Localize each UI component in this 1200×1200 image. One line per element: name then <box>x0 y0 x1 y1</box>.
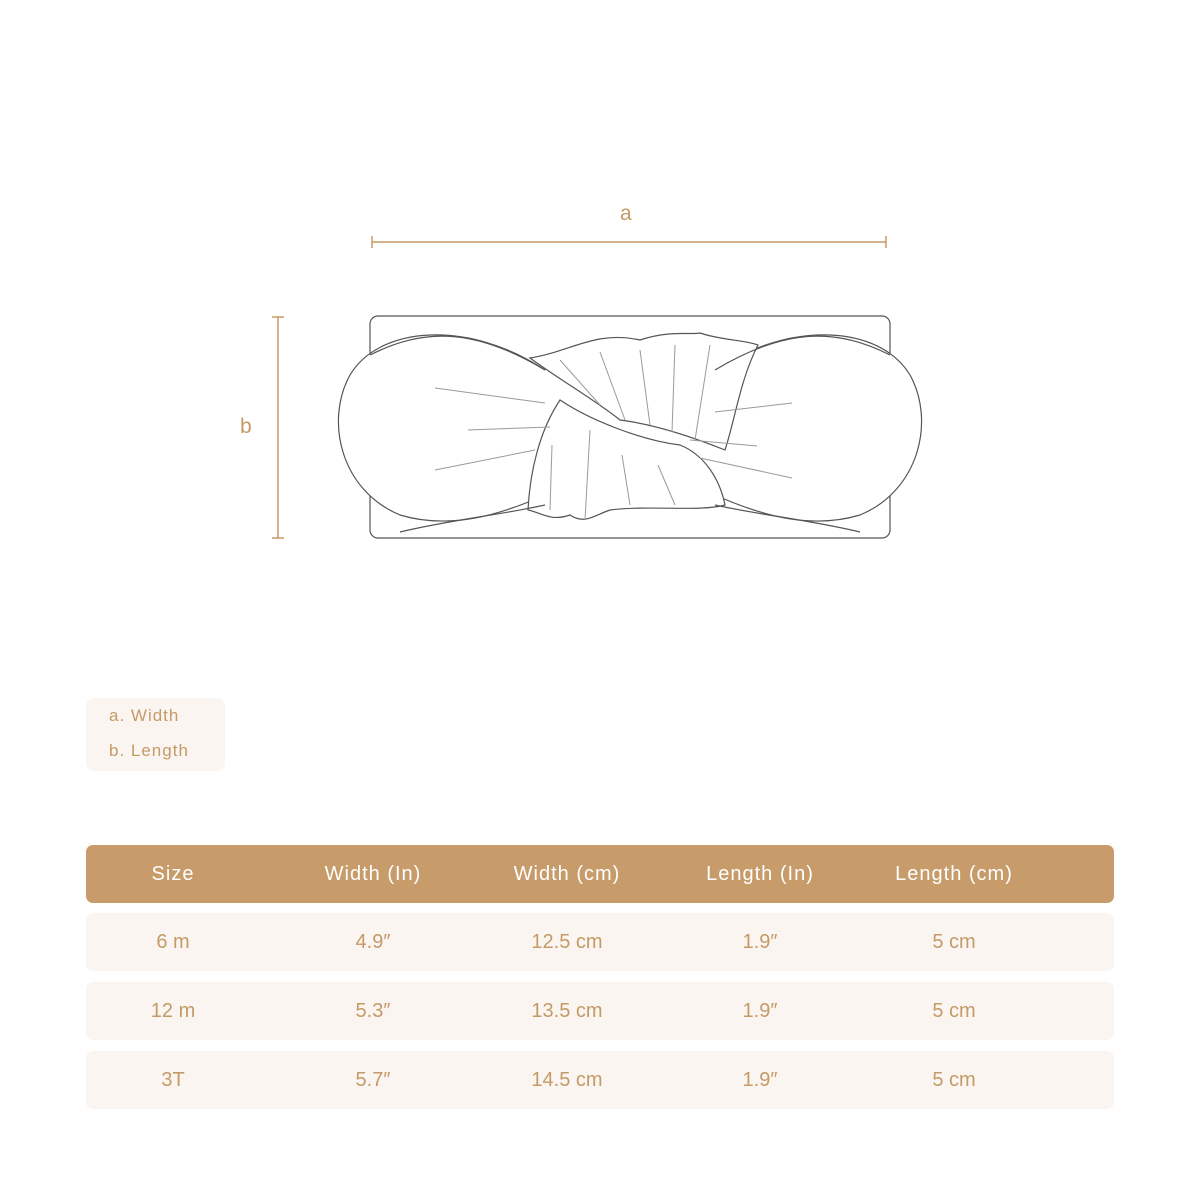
cell-width-in: 4.9″ <box>355 931 391 953</box>
legend-item-length: b. Length <box>109 741 189 760</box>
cell-width-cm: 13.5 cm <box>531 1000 603 1022</box>
header-size: Size <box>151 863 195 885</box>
dimension-a-label: a <box>620 202 632 225</box>
cell-length-in: 1.9″ <box>742 1000 778 1022</box>
cell-length-in: 1.9″ <box>742 1069 778 1091</box>
dimension-b-label: b <box>240 415 252 438</box>
header-width-cm: Width (cm) <box>513 863 621 885</box>
cell-size: 12 m <box>150 1000 196 1022</box>
cell-length-cm: 5 cm <box>932 1069 976 1091</box>
cell-size: 6 m <box>156 931 190 953</box>
dimension-legend <box>86 698 225 771</box>
header-width-in: Width (In) <box>324 863 422 885</box>
cell-width-cm: 14.5 cm <box>531 1069 603 1091</box>
cell-width-in: 5.3″ <box>355 1000 391 1022</box>
table-row <box>86 1051 1114 1109</box>
cell-width-cm: 12.5 cm <box>531 931 603 953</box>
cell-length-cm: 5 cm <box>932 1000 976 1022</box>
table-row <box>86 913 1114 971</box>
cell-width-in: 5.7″ <box>355 1069 391 1091</box>
header-length-cm: Length (cm) <box>895 863 1013 885</box>
cell-size: 3T <box>161 1069 185 1091</box>
legend-item-width: a. Width <box>109 706 180 725</box>
cell-length-in: 1.9″ <box>742 931 778 953</box>
cell-length-cm: 5 cm <box>932 931 976 953</box>
table-header-row <box>86 845 1114 903</box>
table-row <box>86 982 1114 1040</box>
length-dimension-line <box>272 317 284 538</box>
width-dimension-line <box>372 236 886 248</box>
header-length-in: Length (In) <box>706 863 814 885</box>
